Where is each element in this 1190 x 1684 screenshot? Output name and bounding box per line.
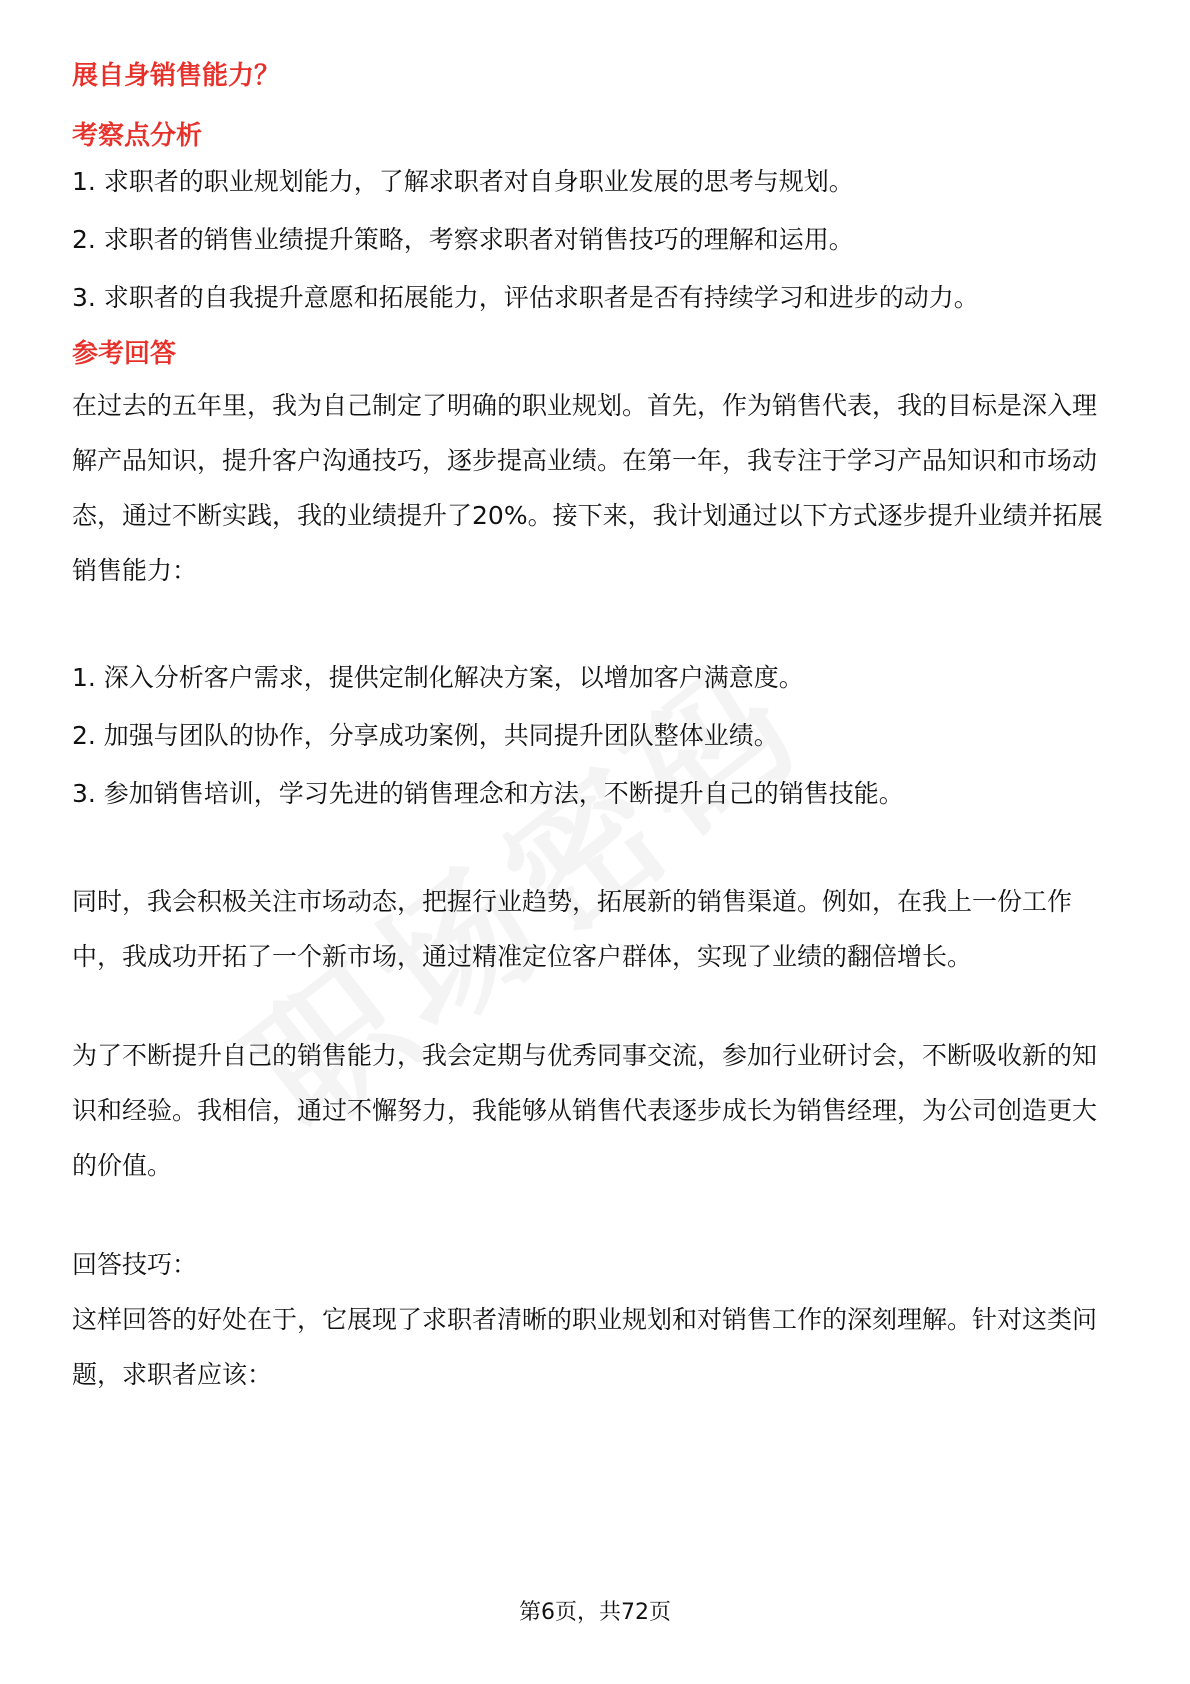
spacer bbox=[72, 598, 1120, 656]
analysis-heading: 考察点分析 bbox=[72, 121, 203, 151]
list-item: 2. 加强与团队的协作，分享成功案例，共同提升团队整体业绩。 bbox=[72, 721, 779, 750]
answer-paragraph-2: 同时，我会积极关注市场动态，把握行业趋势，拓展新的销售渠道。例如，在我上一份工作中，我成功开拓了一个新市场，通过精准定位客户群体，实现了业绩的翻倍增长。 bbox=[72, 887, 1073, 971]
list-item: 2. 求职者的销售业绩提升策略，考察求职者对销售技巧的理解和运用。 bbox=[72, 225, 854, 254]
answer-intro-paragraph: 在过去的五年里，我为自己制定了明确的职业规划。首先，作为销售代表，我的目标是深入理解产品知识，提升客户沟通技巧，逐步提高业绩。在第一年，我专注于学习产品知识和市场动态，通过不断实践，我的业绩提升了20%。接下来，我计划通过以下方式逐步提升业绩并拓展销售能力： bbox=[72, 391, 1103, 585]
spacer bbox=[72, 984, 1120, 1028]
list-item: 3. 求职者的自我提升意愿和拓展能力，评估求职者是否有持续学习和进步的动力。 bbox=[72, 283, 979, 312]
answer-steps-list bbox=[72, 656, 1120, 816]
tips-paragraph: 这样回答的好处在于，它展现了求职者清晰的职业规划和对销售工作的深刻理解。针对这类问题，求职者应该： bbox=[72, 1305, 1098, 1389]
page-number-footer: 第6页，共72页 bbox=[519, 1600, 671, 1625]
analysis-list bbox=[72, 160, 1120, 320]
spacer bbox=[72, 830, 1120, 874]
list-item: 3. 参加销售培训，学习先进的销售理念和方法，不断提升自己的销售技能。 bbox=[72, 779, 904, 808]
tips-label: 回答技巧： bbox=[72, 1250, 198, 1279]
answer-heading: 参考回答 bbox=[72, 339, 177, 369]
document-body bbox=[72, 56, 1120, 1402]
question-title-tail: 展自身销售能力？ bbox=[72, 61, 281, 91]
list-item: 1. 深入分析客户需求，提供定制化解决方案，以增加客户满意度。 bbox=[72, 663, 804, 692]
list-item: 1. 求职者的职业规划能力，了解求职者对自身职业发展的思考与规划。 bbox=[72, 167, 854, 196]
spacer bbox=[72, 1193, 1120, 1237]
answer-paragraph-3: 为了不断提升自己的销售能力，我会定期与优秀同事交流，参加行业研讨会，不断吸收新的知识和经验。我相信，通过不懈努力，我能够从销售代表逐步成长为销售经理，为公司创造更大的价值。 bbox=[72, 1041, 1098, 1180]
